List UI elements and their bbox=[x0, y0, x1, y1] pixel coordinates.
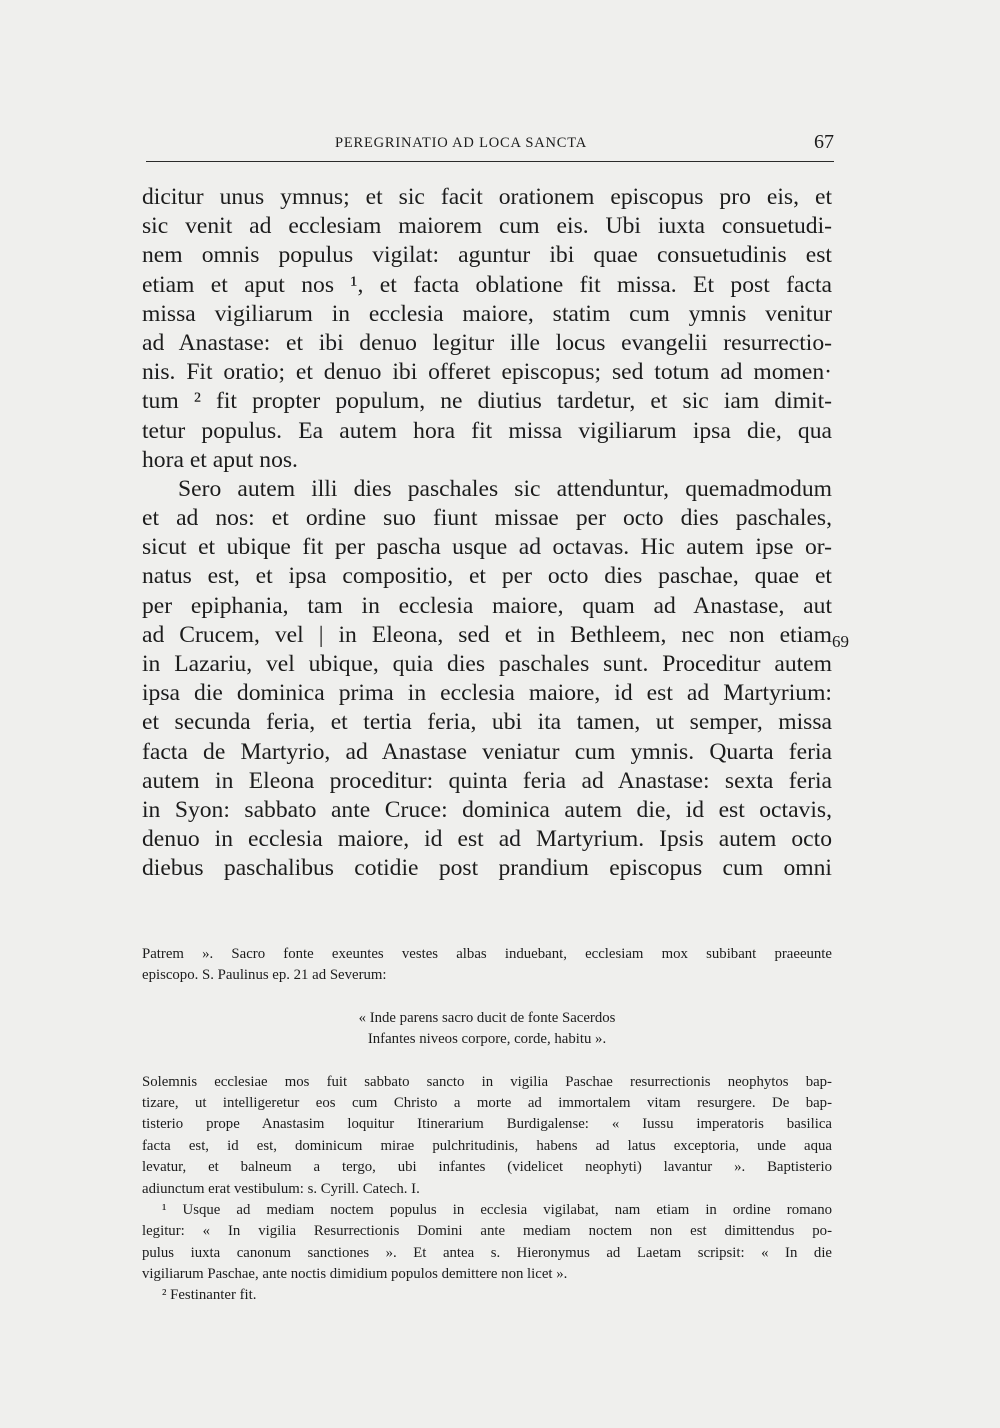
text-line: tetur populus. Ea autem hora fit missa vigiliarum ipsa die, qua bbox=[142, 417, 832, 444]
footnote-1: ¹ Usque ad mediam noctem populus in ecclesia vigilabat, nam etiam in ordine romano bbox=[162, 1201, 832, 1218]
main-text bbox=[142, 183, 832, 884]
page-number: 67 bbox=[814, 131, 834, 153]
footnote-line: pulus iuxta canonum sanctiones ». Et antea s. Hieronymus ad Laetam scripsit: « In die bbox=[142, 1244, 832, 1261]
footnote-line: episcopo. S. Paulinus ep. 21 ad Severum: bbox=[142, 967, 387, 984]
text-line: nis. Fit oratio; et denuo ibi offeret episcopus; sed totum ad momen· bbox=[142, 359, 832, 386]
text-line: etiam et aput nos ¹, et facta oblatione fit missa. Et post facta bbox=[142, 271, 832, 298]
text-line: sicut et ubique fit per pascha usque ad octavas. Hic autem ipse or- bbox=[142, 534, 832, 561]
running-title: PEREGRINATIO AD LOCA SANCTA bbox=[334, 135, 588, 151]
text-line: nem omnis populus vigilat: aguntur ibi quae consuetudinis est bbox=[142, 242, 832, 269]
text-line: tum ² fit propter populum, ne diutius tardetur, et sic iam dimit- bbox=[142, 388, 832, 415]
text-line: hora et aput nos. bbox=[142, 446, 298, 473]
text-line: missa vigiliarum in ecclesia maiore, statim cum ymnis venitur bbox=[142, 300, 832, 327]
text-line: sic venit ad ecclesiam maiorem cum eis. Ubi iuxta consuetudi- bbox=[142, 213, 832, 240]
text-line: diebus paschalibus cotidie post prandium episcopus cum omni bbox=[142, 855, 832, 882]
footnote-line: tizare, ut intelligeretur eos cum Christo a morte ad immortalem vitam resurgere. De bap- bbox=[142, 1094, 832, 1111]
text-line: ad Anastase: et ibi denuo legitur ille locus evangelii resurrectio- bbox=[142, 329, 832, 356]
verse-line: Infantes niveos corpore, corde, habitu ». bbox=[367, 1031, 607, 1048]
footnote-2: ² Festinanter fit. bbox=[162, 1287, 257, 1304]
text-line: denuo in ecclesia maiore, id est ad Martyrium. Ipsis autem octo bbox=[142, 826, 832, 853]
footnote-line: vigiliarum Paschae, ante noctis dimidium populos demittere non licet ». bbox=[142, 1266, 568, 1283]
text-line: ipsa die dominica prima in ecclesia maiore, id est ad Martyrium: bbox=[142, 680, 832, 707]
footnote-line: tisterio prope Anastasim loquitur Itinerarium Burdigalense: « Iussu imperatoris basilica bbox=[142, 1116, 832, 1133]
text-line: autem in Eleona proceditur: quinta feria ad Anastase: sexta feria bbox=[142, 767, 832, 794]
text-line: et ad nos: et ordine suo fiunt missae per octo dies paschales, bbox=[142, 505, 832, 532]
text-line: dicitur unus ymnus; et sic facit orationem episcopus pro eis, et bbox=[142, 184, 832, 210]
footnotes bbox=[142, 944, 832, 1307]
text-line: in Lazariu, vel ubique, quia dies paschales sunt. Proceditur autem bbox=[142, 651, 832, 677]
footnote-line: Patrem ». Sacro fonte exeuntes vestes albas induebant, ecclesiam mox subibant praeeunte bbox=[142, 946, 832, 962]
text-line: facta de Martyrio, ad Anastase veniatur cum ymnis. Quarta feria bbox=[142, 738, 832, 765]
margin-page-reference: 69 bbox=[832, 632, 849, 651]
verse-line: « Inde parens sacro ducit de fonte Sacerdos bbox=[358, 1009, 616, 1026]
text-line: in Syon: sabbato ante Cruce: dominica autem die, id est octavis, bbox=[142, 796, 832, 823]
footnote-line: facta est, id est, dominicum mirae pulchritudinis, habens ad latus exceptoria, unde aqua bbox=[142, 1137, 832, 1154]
footnote-line: adiunctum erat vestibulum: s. Cyrill. Catech. I. bbox=[142, 1180, 420, 1197]
page-header bbox=[146, 131, 834, 162]
footnote-line: Solemnis ecclesiae mos fuit sabbato sancto in vigilia Paschae resurrectionis neophytos bap- bbox=[142, 1073, 832, 1090]
text-line: ad Crucem, vel | in Eleona, sed et in Bethleem, nec non etiam bbox=[142, 621, 832, 648]
footnote-line: legitur: « In vigilia Resurrectionis Domini ante mediam noctem non est dimittendus po- bbox=[142, 1223, 832, 1240]
text-line: et secunda feria, et tertia feria, ubi ita tamen, ut semper, missa bbox=[142, 709, 832, 736]
footnote-line: levatur, et balneum a tergo, ubi infantes (videlicet neophyti) lavantur ». Baptisterio bbox=[142, 1159, 832, 1176]
text-line: Sero autem illi dies paschales sic attenduntur, quemadmodum bbox=[178, 475, 832, 502]
text-line: natus est, et ipsa compositio, et per octo dies paschae, quae et bbox=[142, 563, 832, 590]
text-line: per epiphania, tam in ecclesia maiore, quam ad Anastase, aut bbox=[142, 592, 832, 619]
